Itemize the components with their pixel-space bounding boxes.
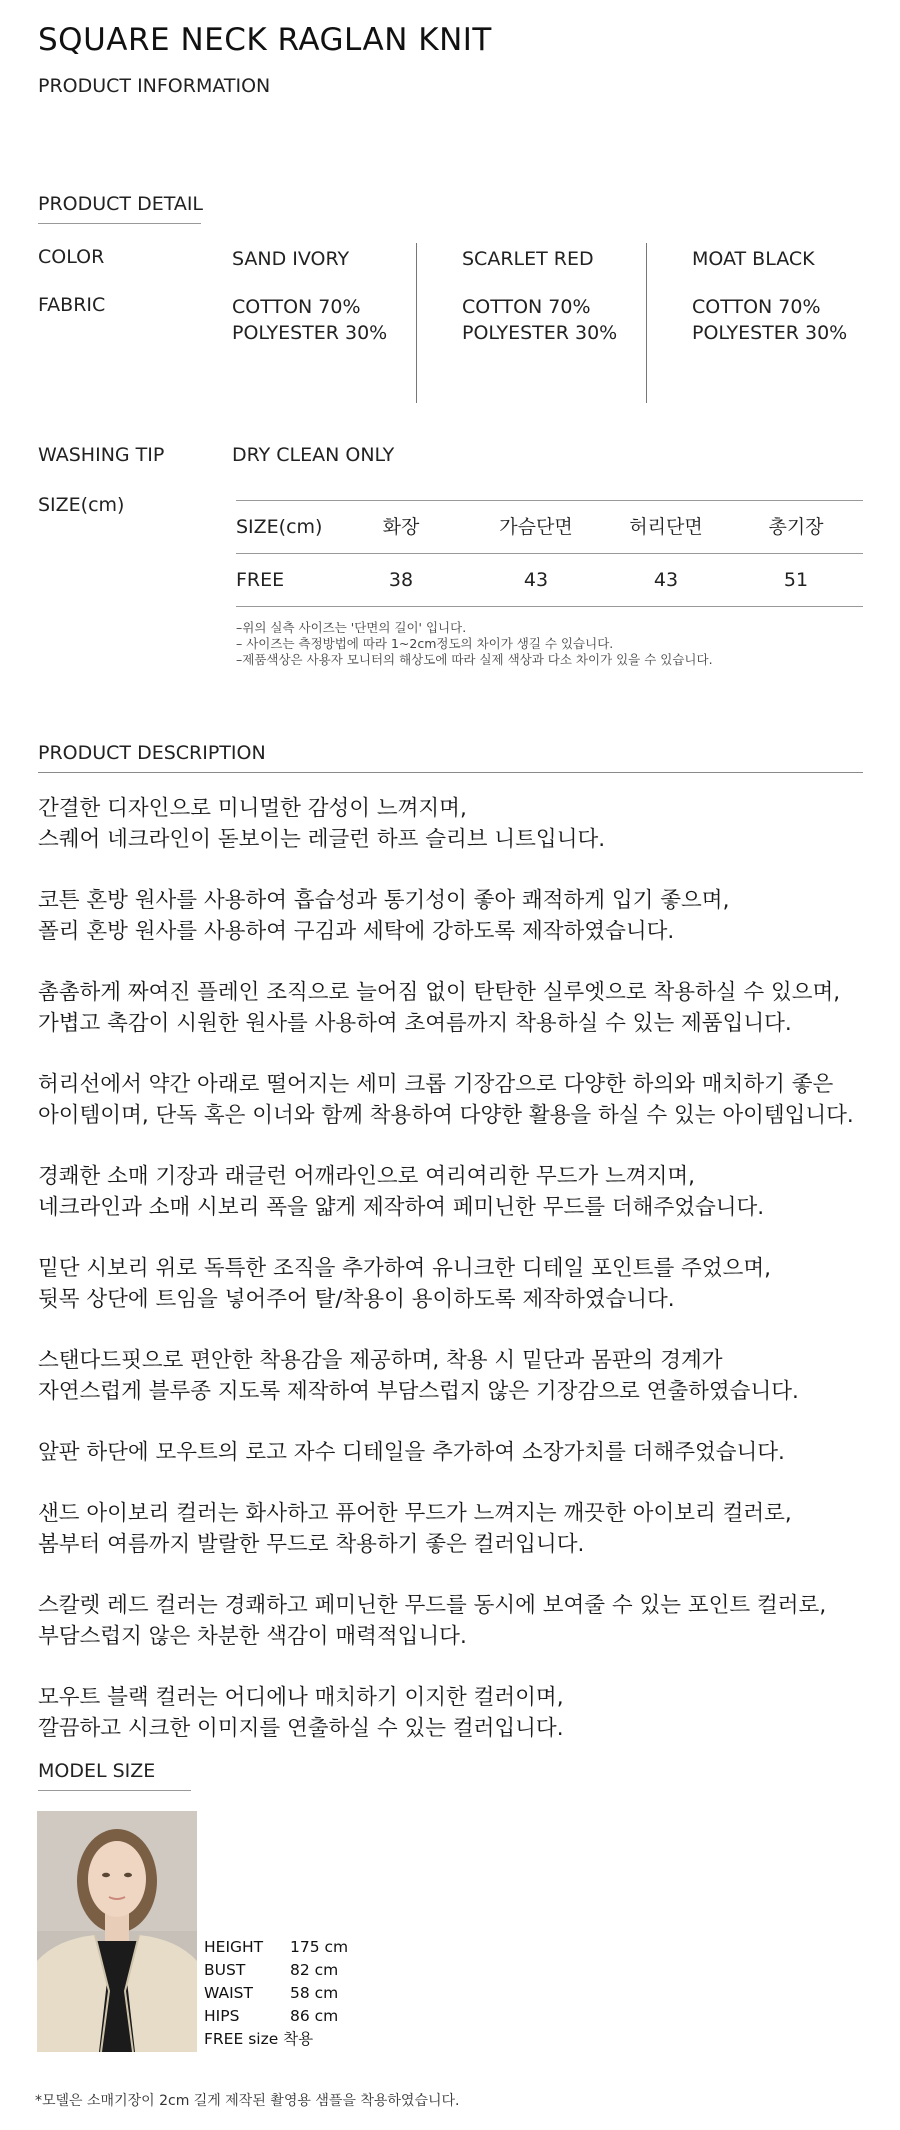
fabric-value-line-2: POLYESTER 30% <box>692 322 848 344</box>
stat-value: 86 cm <box>290 2007 339 2025</box>
product-information-subtitle: PRODUCT INFORMATION <box>38 75 271 97</box>
description-paragraph: 스탠다드핏으로 편안한 착용감을 제공하며, 착용 시 밑단과 몸판의 경계가 자연스럽게 블루종 지도록 제작하여 부담스럽지 않은 기장감으로 연출하였습니다. <box>38 1348 799 1404</box>
size-worn: FREE size 착용 <box>204 2030 314 2048</box>
fabric-label: FABRIC <box>38 294 106 316</box>
detail-column-1 <box>232 246 387 346</box>
description-body <box>38 793 900 1774</box>
table-cell: 43 <box>523 569 549 591</box>
fabric-value-line-1: COTTON 70% <box>692 296 821 318</box>
note-line: –위의 실측 사이즈는 '단면의 길이' 입니다. <box>236 620 467 635</box>
stat-value: 82 cm <box>290 1961 339 1979</box>
stat-row <box>204 2005 348 2028</box>
description-paragraph: 스칼렛 레드 컬러는 경쾌하고 페미닌한 무드를 동시에 보여줄 수 있는 포인트 컬러로, 부담스럽지 않은 차분한 색감이 매력적입니다. <box>38 1593 827 1649</box>
color-label: COLOR <box>38 246 105 268</box>
note-line: – 사이즈는 측정방법에 따라 1~2cm정도의 차이가 생길 수 있습니다. <box>236 636 614 651</box>
description-paragraph: 코튼 혼방 원사를 사용하여 흡습성과 통기성이 좋아 쾌적하게 입기 좋으며, 폴리 혼방 원사를 사용하여 구김과 세탁에 강하도록 제작하였습니다. <box>38 888 730 944</box>
table-cell: 38 <box>388 569 414 591</box>
fabric-value-line-2: POLYESTER 30% <box>232 322 388 344</box>
description-paragraph: 경쾌한 소매 기장과 래글런 어깨라인으로 여리여리한 무드가 느껴지며, 네크라인과 소매 시보리 폭을 얇게 제작하여 페미닌한 무드를 더해주었습니다. <box>38 1164 765 1220</box>
product-description-underline <box>38 772 863 773</box>
stat-row <box>204 1982 348 2005</box>
fabric-value-line-1: COTTON 70% <box>462 296 591 318</box>
table-cell: 51 <box>783 569 809 591</box>
model-size-underline <box>38 1790 191 1791</box>
header-cell: 허리단면 <box>629 516 703 538</box>
size-label: SIZE(cm) <box>38 494 125 516</box>
description-paragraph: 촘촘하게 짜여진 플레인 조직으로 늘어짐 없이 탄탄한 실루엣으로 착용하실 수 있으며, 가볍고 촉감이 시원한 원사를 사용하여 초여름까지 착용하실 수 있는 제품입니다. <box>38 980 841 1036</box>
fabric-value-line-1: COTTON 70% <box>232 296 361 318</box>
stat-value: 175 cm <box>290 1938 349 1956</box>
stat-value: 58 cm <box>290 1984 339 2002</box>
product-detail-underline <box>38 223 201 224</box>
product-title: SQUARE NECK RAGLAN KNIT <box>38 22 492 58</box>
description-paragraph: 밑단 시보리 위로 독특한 조직을 추가하여 유니크한 디테일 포인트를 주었으며, 뒷목 상단에 트임을 넣어주어 탈/착용이 용이하도록 제작하였습니다. <box>38 1256 771 1312</box>
color-value: SAND IVORY <box>232 248 350 270</box>
stat-label: WAIST <box>204 1984 253 2002</box>
column-divider <box>646 243 647 403</box>
description-paragraph: 샌드 아이보리 컬러는 화사하고 퓨어한 무드가 느껴지는 깨끗한 아이보리 컬러로, 봄부터 여름까지 발랄한 무드로 착용하기 좋은 컬러입니다. <box>38 1501 792 1557</box>
table-cell: 43 <box>653 569 679 591</box>
stat-label: BUST <box>204 1961 246 1979</box>
header-cell: SIZE(cm) <box>236 516 323 538</box>
product-detail-heading: PRODUCT DETAIL <box>38 193 204 215</box>
stat-label: HIPS <box>204 2007 240 2025</box>
detail-column-2 <box>462 246 617 346</box>
header-cell: 화장 <box>382 516 420 538</box>
size-table-header <box>236 501 863 553</box>
description-paragraph: 허리선에서 약간 아래로 떨어지는 세미 크롭 기장감으로 다양한 하의와 매치하기 좋은 아이템이며, 단독 혹은 이너와 함께 착용하여 다양한 활용을 하실 수 있는 아이템입니다. <box>38 1072 854 1128</box>
washing-tip-label: WASHING TIP <box>38 444 165 466</box>
fabric-value-line-2: POLYESTER 30% <box>462 322 618 344</box>
model-footnote: *모델은 소매기장이 2cm 길게 제작된 촬영용 샘플을 착용하였습니다. <box>35 2093 460 2109</box>
product-description-heading: PRODUCT DESCRIPTION <box>38 742 266 764</box>
description-paragraph: 모우트 블랙 컬러는 어디에나 매치하기 이지한 컬러이며, 깔끔하고 시크한 이미지를 연출하실 수 있는 컬러입니다. <box>38 1685 564 1741</box>
column-divider <box>416 243 417 403</box>
stat-row <box>204 1959 348 1982</box>
size-notes <box>236 620 713 668</box>
table-row <box>236 554 863 606</box>
model-size-heading: MODEL SIZE <box>38 1760 156 1782</box>
header-cell: 가슴단면 <box>499 516 573 538</box>
stat-label: HEIGHT <box>204 1938 264 1956</box>
detail-column-3 <box>692 246 847 346</box>
washing-tip-value: DRY CLEAN ONLY <box>232 444 395 466</box>
color-value: SCARLET RED <box>462 248 594 270</box>
table-rule <box>236 606 863 607</box>
model-stats <box>204 1936 348 2051</box>
description-paragraph: 간결한 디자인으로 미니멀한 감성이 느껴지며, 스퀘어 네크라인이 돋보이는 레글런 하프 슬리브 니트입니다. <box>38 796 606 852</box>
size-table <box>236 500 863 607</box>
model-photo <box>37 1811 197 2052</box>
header-cell: 총기장 <box>768 516 824 538</box>
color-value: MOAT BLACK <box>692 248 815 270</box>
description-paragraph: 앞판 하단에 모우트의 로고 자수 디테일을 추가하여 소장가치를 더해주었습니다. <box>38 1440 785 1465</box>
size-name-cell: FREE <box>236 569 285 591</box>
stat-row <box>204 1936 348 1959</box>
note-line: –제품색상은 사용자 모니터의 해상도에 따라 실제 색상과 다소 차이가 있을 수 있습니다. <box>236 652 713 667</box>
